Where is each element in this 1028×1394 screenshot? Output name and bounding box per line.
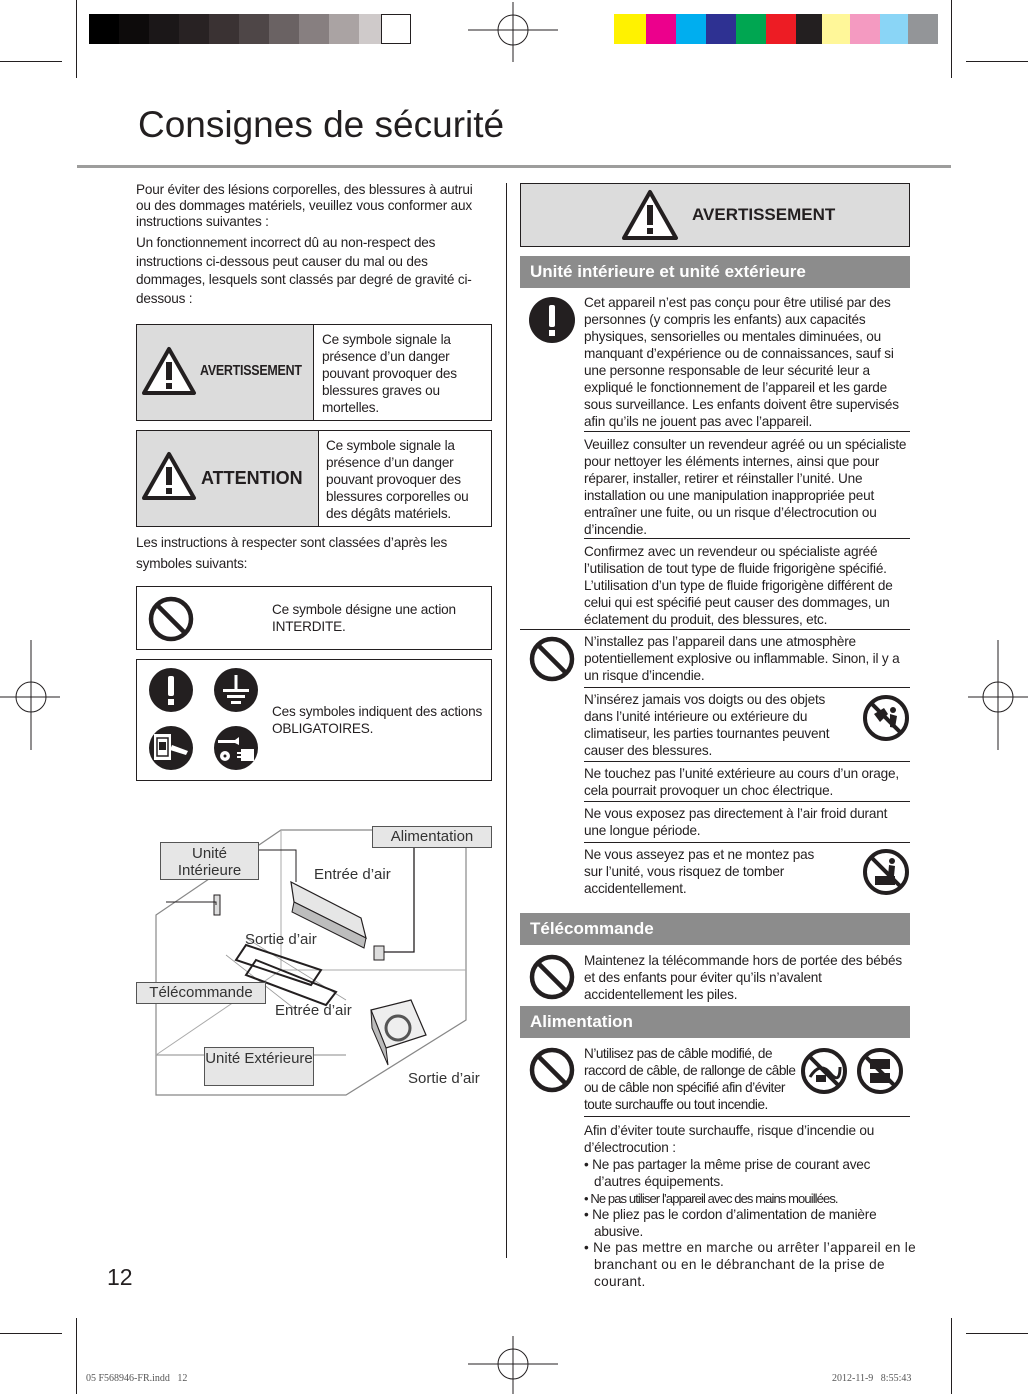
registration-mark-right — [968, 640, 1028, 750]
label-alimentation: Alimentation — [372, 826, 492, 848]
power-bullet-4: • Ne pas mettre en marche ou arrêter l’appareil en le branchant ou en le débranchant de la prise de courant. — [584, 1240, 916, 1289]
power-para-1: N’utilisez pas de câble modifié, de raccord de câble, de rallonge de câble ou de câble non spécifié afin d’éviter toute surchauffe ou tout incendie. — [584, 1046, 796, 1112]
title-rule — [77, 165, 951, 168]
intro-paragraph-2: Un fonctionnement incorrect dû au non-respect des instructions ci-dessous peut causer du mal ou des dommages, lesquels sont classés par degré de gravité ci-dessous : — [136, 235, 472, 306]
mandatory-exclamation-icon — [148, 667, 194, 713]
warning-header-label: AVERTISSEMENT — [692, 205, 836, 224]
indoor-outdoor-para-6: Ne touchez pas l’unité extérieure au cours d’un orage, cela pourrait provoquer un choc électrique. — [584, 766, 899, 798]
warning-triangle-icon — [141, 346, 197, 396]
indoor-outdoor-para-2: Veuillez consulter un revendeur agréé ou un spécialiste pour nettoyer les éléments internes, ainsi que pour réparer, installer, retirer et réinstaller l’unité. Une installation ou une manipulation inappropriée peut entraîner une fuite, ou un risque d’électrocution ou d’incendie. — [584, 437, 907, 537]
no-multi-socket-icon — [856, 1047, 904, 1095]
caution-legend-text: Ce symbole signale la présence d’un danger pouvant provoquer des blessures corporelles ou des dégâts matériels. — [326, 438, 469, 521]
indoor-outdoor-para-1: Cet appareil n’est pas conçu pour être utilisé par des personnes (y compris les enfants) aux capacités physiques, sensorielles ou mentales diminuées, ou manquant d’expérience ou de connaissances, sauf si une personne responsable de leur sécurité leur a expliqué le fonctionnement de l’appareil et les garde sous surveillance. Les enfants doivent être supervisés afin qu’ils ne jouent pas avec l’appareil. — [584, 295, 899, 429]
label-sortie-air-bottom: Sortie d’air — [408, 1070, 480, 1087]
registration-mark-top — [468, 2, 558, 62]
warning-legend-text: Ce symbole signale la présence d’un danger pouvant provoquer des blessures graves ou mortelles. — [322, 332, 457, 415]
column-divider — [506, 183, 507, 1258]
classified-text: Les instructions à respecter sont classées d’après les symboles suivants: — [136, 535, 448, 571]
indoor-outdoor-para-5: N’insérez jamais vos doigts ou des objets dans l’unité intérieure ou extérieure du climatiseur, les parties tournantes peuvent causer des blessures. — [584, 692, 830, 758]
mandatory-legend-text: Ces symboles indiquent des actions OBLIGATOIRES. — [272, 704, 483, 736]
footer-date: 2012-11-9 8:55:43 — [832, 1373, 912, 1384]
separator-wide — [520, 629, 910, 630]
label-entree-air-top: Entrée d’air — [314, 866, 391, 883]
power-bullet-3: • Ne pliez pas le cordon d’alimentation de manière abusive. — [584, 1207, 877, 1239]
separator — [584, 801, 910, 802]
warning-header-triangle-icon — [621, 189, 679, 241]
unplug-icon — [213, 725, 259, 771]
label-entree-air-bottom: Entrée d’air — [275, 1002, 352, 1019]
separator — [584, 842, 910, 843]
intro-paragraph-1: Pour éviter des lésions corporelles, des blessures à autrui ou des dommages matériels, veuillez vous conformer aux instructions suivantes : — [136, 182, 473, 229]
label-telecommande: Télécommande — [136, 982, 266, 1004]
switch-off-breaker-icon — [148, 725, 194, 771]
page-title: Consignes de sécurité — [138, 104, 505, 145]
mandatory-exclamation-icon — [528, 296, 576, 344]
section-remote-title: Télécommande — [520, 913, 910, 945]
prohibited-icon — [528, 1047, 576, 1093]
indoor-outdoor-para-8: Ne vous asseyez pas et ne montez pas sur l’unité, vous risquez de tomber accidentellement. — [584, 847, 815, 896]
no-extension-cable-icon — [800, 1047, 848, 1095]
prohibited-icon — [147, 596, 195, 642]
separator — [584, 1116, 910, 1117]
section-power-title: Alimentation — [520, 1006, 910, 1038]
separator — [584, 687, 910, 688]
registration-mark-bottom — [468, 1336, 558, 1394]
label-sortie-air-top: Sortie d’air — [245, 931, 317, 948]
prohibited-icon — [528, 954, 576, 1000]
indoor-outdoor-para-4: N’installez pas l’appareil dans une atmosphère potentiellement explosive ou inflammable. Sinon, il y a un risque d’incendie. — [584, 634, 900, 683]
registration-mark-left — [0, 640, 60, 750]
power-bullet-1: • Ne pas partager la même prise de courant avec d’autres équipements. — [584, 1157, 871, 1189]
section-indoor-outdoor-title: Unité intérieure et unité extérieure — [520, 256, 910, 288]
indoor-outdoor-para-3: Confirmez avec un revendeur ou spécialiste agréé l’utilisation de tout type de fluide frigorigène spécifié. L’utilisation d’un type de fluide frigorigène différent de celui qui est spécifié peut causer des dommages, un éclatement du produit, des blessures, etc. — [584, 544, 893, 627]
indoor-outdoor-para-7: Ne vous exposez pas directement à l’air froid durant une longue période. — [584, 806, 888, 838]
label-unite-interieure: Unité Intérieure — [160, 842, 259, 880]
no-climbing-icon — [862, 848, 910, 896]
power-para-2: Afin d’éviter toute surchauffe, risque d’incendie ou d’électrocution : — [584, 1123, 875, 1155]
earth-ground-icon — [213, 667, 259, 713]
no-fingers-in-unit-icon — [862, 694, 910, 742]
label-unite-exterieure: Unité Extérieure — [204, 1047, 314, 1086]
power-bullet-2: • Ne pas utiliser l’appareil avec des mains mouillées. — [584, 1191, 838, 1206]
caution-triangle-icon — [141, 451, 197, 501]
separator — [584, 761, 910, 762]
page-number: 12 — [107, 1264, 133, 1290]
caution-legend-label: ATTENTION — [201, 468, 303, 488]
prohibited-icon — [528, 636, 576, 682]
warning-legend-label: AVERTISSEMENT — [200, 362, 302, 379]
footer-file-name: 05 F568946-FR.indd 12 — [86, 1373, 188, 1384]
separator — [584, 538, 910, 539]
prohibited-legend-text: Ce symbole désigne une action INTERDITE. — [272, 602, 456, 634]
separator — [584, 431, 910, 432]
remote-para-1: Maintenez la télécommande hors de portée des bébés et des enfants pour éviter qu’ils n’avalent accidentellement les piles. — [584, 953, 902, 1002]
